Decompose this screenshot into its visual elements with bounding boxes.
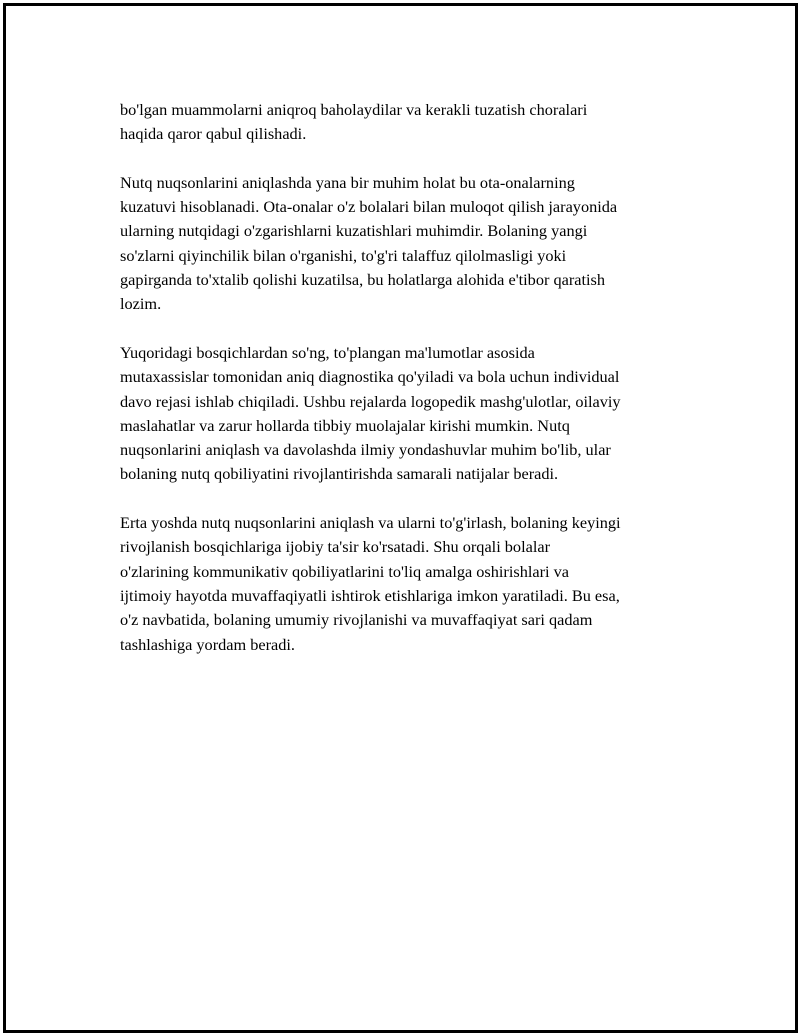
text-line: ijtimoiy hayotda muvaffaqiyatli ishtirok etishlariga imkon yaratiladi. Bu esa,: [120, 585, 620, 605]
text-line: maslahatlar va zarur hollarda tibbiy muolajalar kirishi mumkin. Nutq: [120, 415, 570, 435]
document-body: [120, 98, 700, 681]
text-line: gapirganda to'xtalib qolishi kuzatilsa, bu holatlarga alohida e'tibor qaratish: [120, 270, 605, 290]
paragraph-4: [120, 511, 700, 657]
text-line: lozim.: [120, 294, 162, 314]
text-line: Nutq nuqsonlarini aniqlashda yana bir muhim holat bu ota-onalarning: [120, 172, 575, 192]
text-line: bo'lgan muammolarni aniqroq baholaydilar va kerakli tuzatish choralari: [120, 100, 588, 119]
text-line: Yuqoridagi bosqichlardan so'ng, to'plangan ma'lumotlar asosida: [120, 342, 535, 362]
text-line: ularning nutqidagi o'zgarishlarni kuzatishlari muhimdir. Bolaning yangi: [120, 221, 588, 241]
paragraph-2: [120, 171, 700, 317]
text-line: o'z navbatida, bolaning umumiy rivojlanishi va muvaffaqiyat sari qadam: [120, 610, 593, 630]
text-line: so'zlarni qiyinchilik bilan o'rganishi, to'g'ri talaffuz qilolmasligi yoki: [120, 245, 567, 265]
page-frame: [3, 3, 798, 1033]
text-line: Erta yoshda nutq nuqsonlarini aniqlash va ularni to'g'irlash, bolaning keyingi: [120, 513, 621, 533]
text-line: kuzatuvi hisoblanadi. Ota-onalar o'z bolalari bilan muloqot qilish jarayonida: [120, 197, 618, 217]
text-line: o'zlarining kommunikativ qobiliyatlarini to'liq amalga oshirishlari va: [120, 561, 569, 581]
text-line: tashlashiga yordam beradi.: [120, 634, 295, 654]
text-line: davo rejasi ishlab chiqiladi. Ushbu rejalarda logopedik mashg'ulotlar, oilaviy: [120, 391, 621, 411]
text-line: haqida qaror qabul qilishadi.: [120, 124, 307, 144]
text-line: bolaning nutq qobiliyatini rivojlantirishda samarali natijalar beradi.: [120, 464, 559, 484]
paragraph-1: [120, 98, 700, 147]
text-line: nuqsonlarini aniqlash va davolashda ilmiy yondashuvlar muhim bo'lib, ular: [120, 440, 611, 460]
paragraph-3: [120, 341, 700, 487]
text-line: rivojlanish bosqichlariga ijobiy ta'sir ko'rsatadi. Shu orqali bolalar: [120, 537, 550, 557]
text-line: mutaxassislar tomonidan aniq diagnostika qo'yiladi va bola uchun individual: [120, 367, 620, 387]
